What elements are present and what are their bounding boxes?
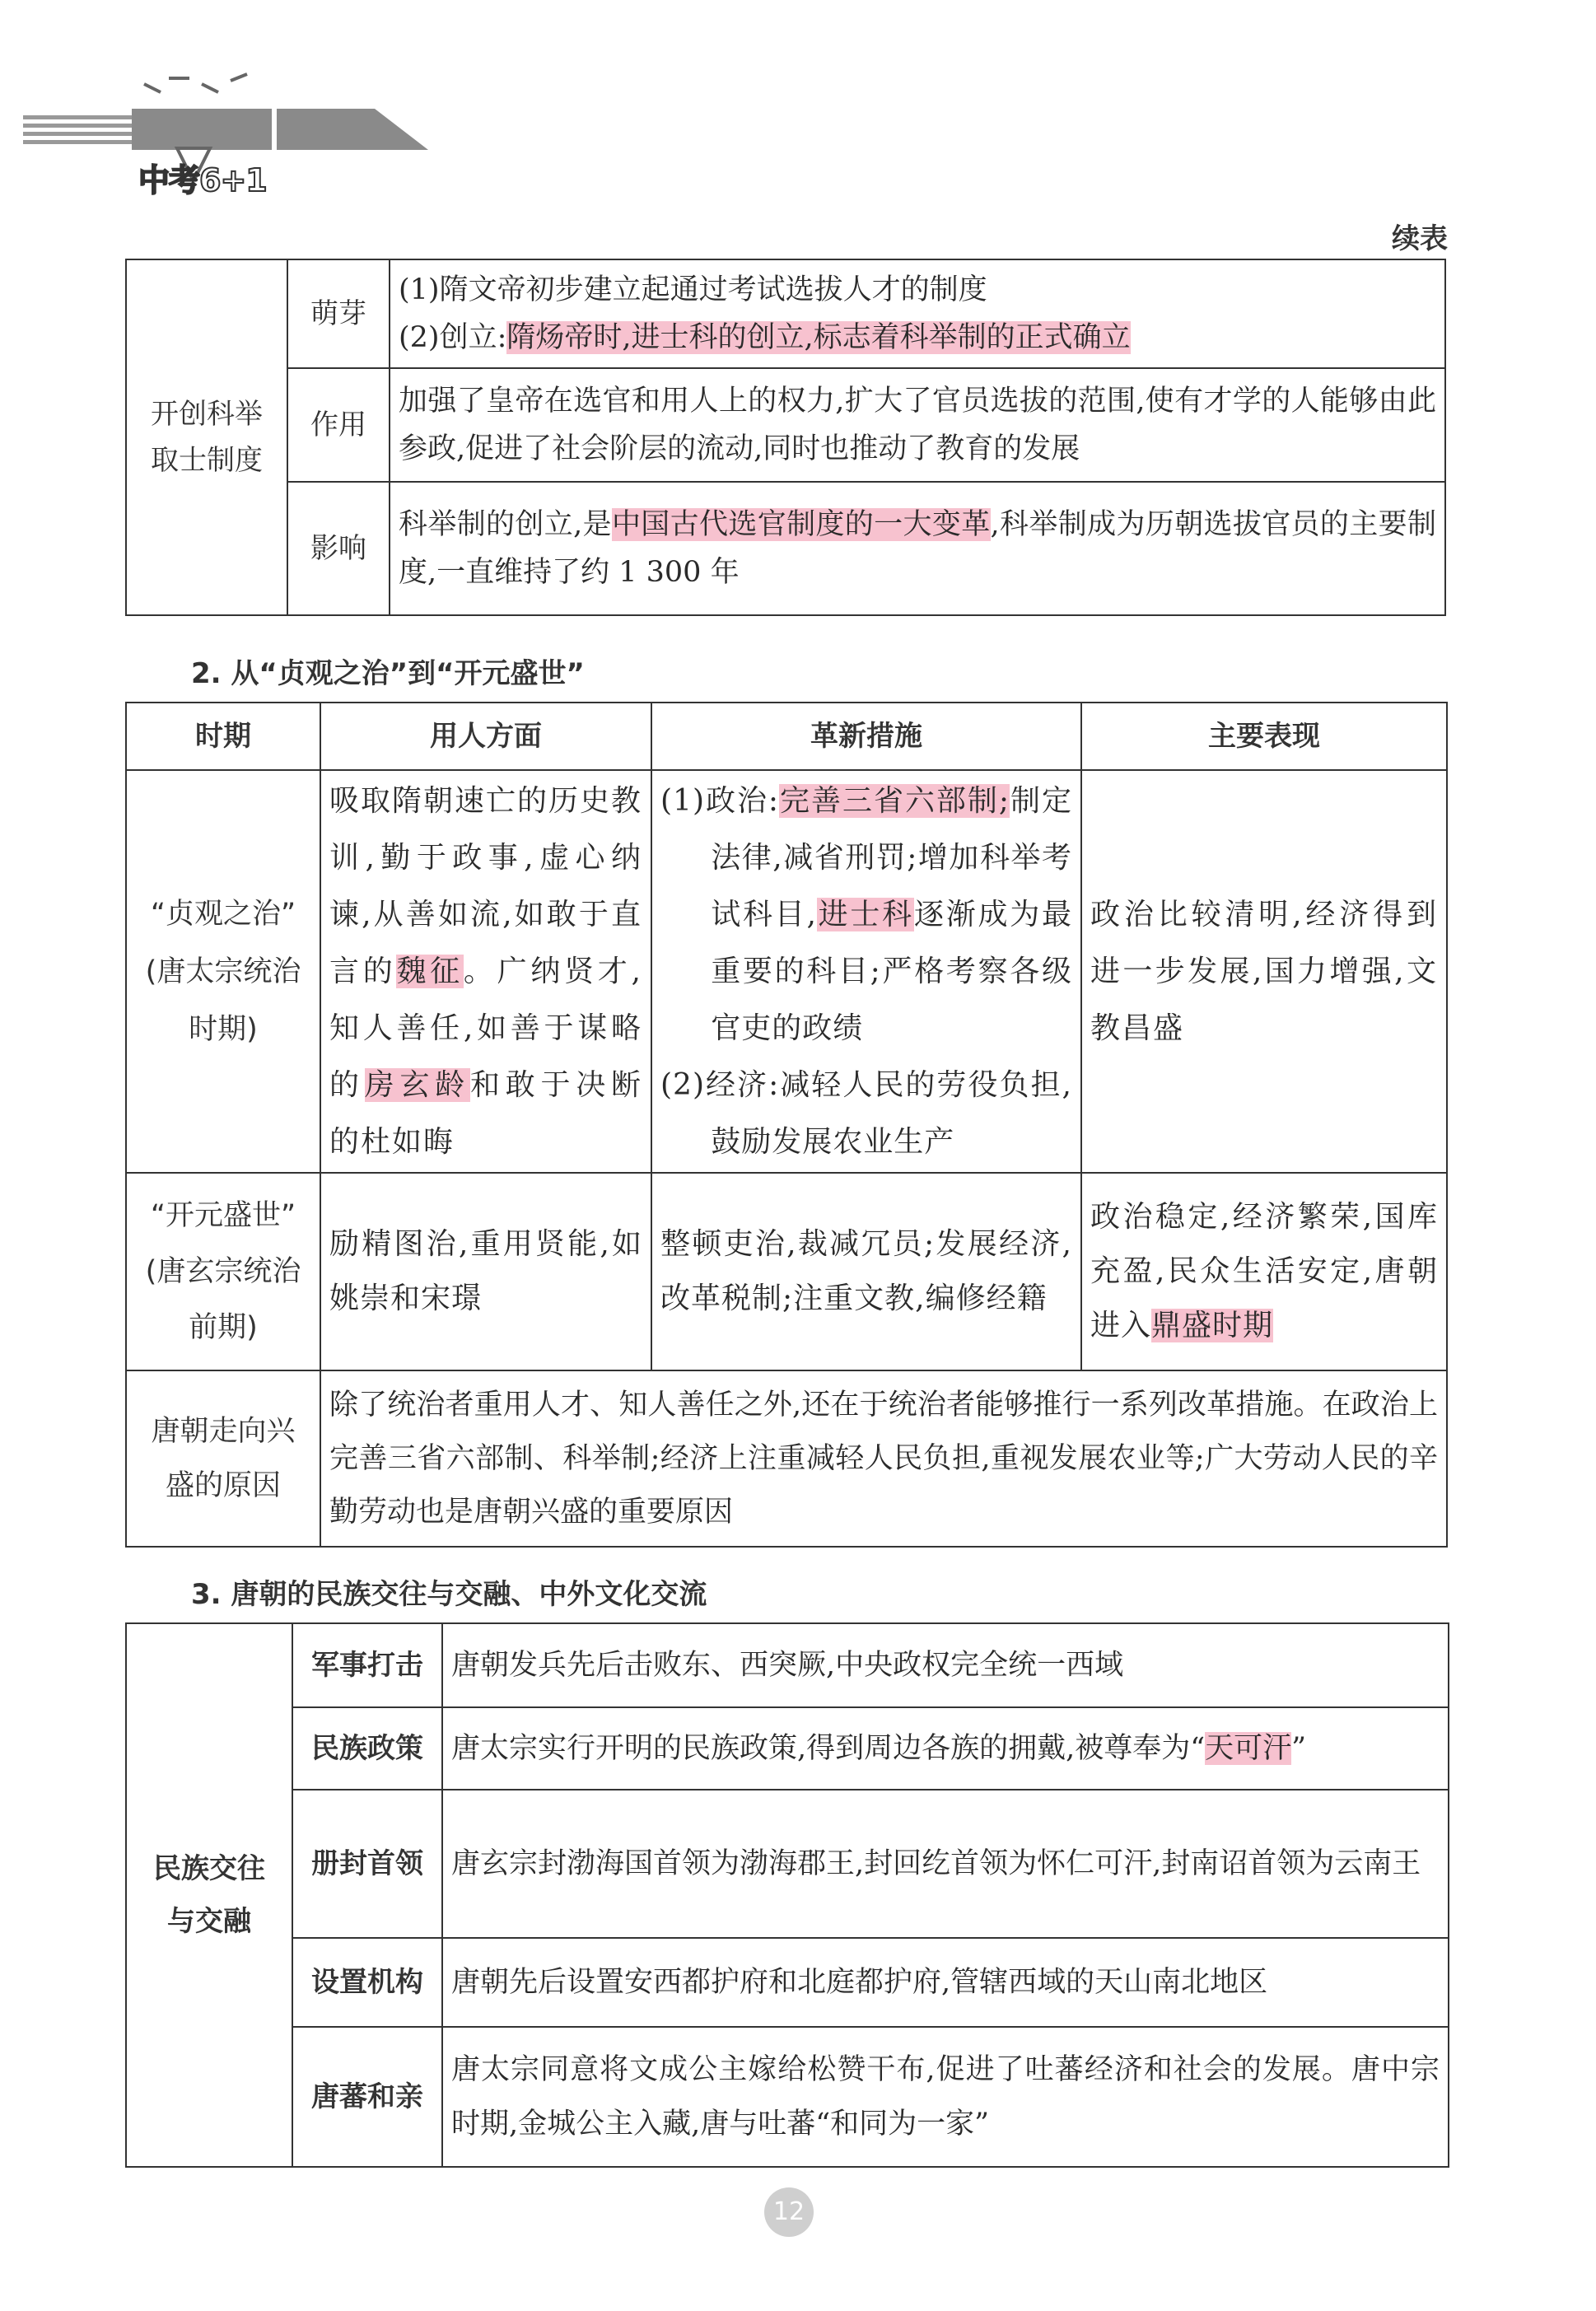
column-header: 时期 [126, 703, 320, 770]
table-row [126, 1370, 1447, 1547]
reason-content: 除了统治者重用人才、知人善任之外,还在于统治者能够推行一系列改革措施。在政治上完善三省六部制、科举制;经济上注重减轻人民负担,重视发展农业等;广大劳动人民的辛勤劳动也是唐朝兴盛的重要原因 [320, 1370, 1447, 1547]
row-label: 萌芽 [287, 259, 390, 368]
column-header: 主要表现 [1081, 703, 1447, 770]
ethnic-relations-table [125, 1622, 1449, 2168]
highlight: 进士科 [816, 898, 914, 931]
continued-label: 续表 [1392, 222, 1448, 255]
row-label: 设置机构 [292, 1938, 442, 2027]
row-content: (1)隋文帝初步建立起通过考试选拔人才的制度 (2)创立:隋炀帝时,进士科的创立,标志着科举制的正式确立 [390, 259, 1445, 368]
period-cell: “贞观之治” (唐太宗统治时期) [126, 770, 320, 1173]
row-content: 加强了皇帝在选官和用人上的权力,扩大了官员选拔的范围,使有才学的人能够由此参政,促进了社会阶层的流动,同时也推动了教育的发展 [390, 368, 1445, 482]
personnel-cell: 励精图治,重用贤能,如姚崇和宋璟 [320, 1173, 651, 1370]
row-label: 唐蕃和亲 [292, 2027, 442, 2167]
highlight: 完善三省六部制; [779, 784, 1010, 818]
table-row [126, 1173, 1447, 1370]
table-row [126, 1938, 1449, 2027]
result-cell: 政治稳定,经济繁荣,国库充盈,民众生活安定,唐朝进入鼎盛时期 [1081, 1173, 1447, 1370]
table-row [126, 770, 1447, 1173]
row-label: 军事打击 [292, 1623, 442, 1707]
row-content: 唐太宗同意将文成公主嫁给松赞干布,促进了吐蕃经济和社会的发展。唐中宗时期,金城公主入藏,唐与吐蕃“和同为一家” [442, 2027, 1449, 2167]
highlight: 隋炀帝时,进士科的创立,标志着科举制的正式确立 [506, 321, 1131, 354]
column-header: 革新措施 [651, 703, 1081, 770]
highlight: 鼎盛时期 [1151, 1309, 1274, 1342]
row-content: 唐朝先后设置安西都护府和北庭都护府,管辖西域的天山南北地区 [442, 1938, 1449, 2027]
reform-cell: (1)政治:完善三省六部制;制定法律,减省刑罚;增加科举考试科目,进士科逐渐成为最重要的科目;严格考察各级官吏的政绩 (2)经济:减轻人民的劳役负担,鼓励发展农业生产 [651, 770, 1081, 1173]
row-label: 作用 [287, 368, 390, 482]
result-cell: 政治比较清明,经济得到进一步发展,国力增强,文教昌盛 [1081, 770, 1447, 1173]
page-header [0, 49, 461, 199]
section-title: 2. 从“贞观之治”到“开元盛世” [191, 657, 585, 690]
tang-prosperity-table [125, 702, 1448, 1548]
brand-logo-text: 中考6+1 [138, 162, 267, 198]
table-header-row [126, 703, 1447, 770]
column-header: 用人方面 [320, 703, 651, 770]
table-row [126, 368, 1445, 482]
subject-label: 历史 [303, 166, 369, 199]
group-label: 开创科举取士制度 [126, 259, 287, 615]
page-number: 12 [764, 2187, 814, 2237]
group-label: 民族交往与交融 [126, 1623, 292, 2167]
highlight: 天可汗 [1205, 1732, 1292, 1765]
table-row [126, 482, 1445, 615]
period-cell: “开元盛世” (唐玄宗统治前期) [126, 1173, 320, 1370]
table-row [126, 1623, 1449, 1707]
row-label: 民族政策 [292, 1707, 442, 1790]
reason-label: 唐朝走向兴盛的原因 [126, 1370, 320, 1547]
table-row [126, 1790, 1449, 1938]
table-row [126, 259, 1445, 368]
personnel-cell: 吸取隋朝速亡的历史教训,勤于政事,虚心纳谏,从善如流,如敢于直言的魏征。广纳贤才,知人善任,如善于谋略的房玄龄和敢于决断的杜如晦 [320, 770, 651, 1173]
table-row [126, 2027, 1449, 2167]
row-label: 册封首领 [292, 1790, 442, 1938]
row-content: 科举制的创立,是中国古代选官制度的一大变革,科举制成为历朝选拔官员的主要制度,一直维持了约 1 300 年 [390, 482, 1445, 615]
row-content: 唐玄宗封渤海国首领为渤海郡王,封回纥首领为怀仁可汗,封南诏首领为云南王 [442, 1790, 1449, 1938]
highlight: 中国古代选官制度的一大变革 [611, 508, 991, 541]
row-content: 唐朝发兵先后击败东、西突厥,中央政权完全统一西域 [442, 1623, 1449, 1707]
row-label: 影响 [287, 482, 390, 615]
reform-cell: 整顿吏治,裁减冗员;发展经济,改革税制;注重文教,编修经籍 [651, 1173, 1081, 1370]
keju-table [125, 259, 1446, 616]
section-title: 3. 唐朝的民族交往与交融、中外文化交流 [191, 1578, 707, 1611]
row-content: 唐太宗实行开明的民族政策,得到周边各族的拥戴,被尊奉为“天可汗” [442, 1707, 1449, 1790]
highlight: 魏征 [396, 955, 464, 988]
highlight: 房玄龄 [364, 1068, 470, 1102]
table-row [126, 1707, 1449, 1790]
